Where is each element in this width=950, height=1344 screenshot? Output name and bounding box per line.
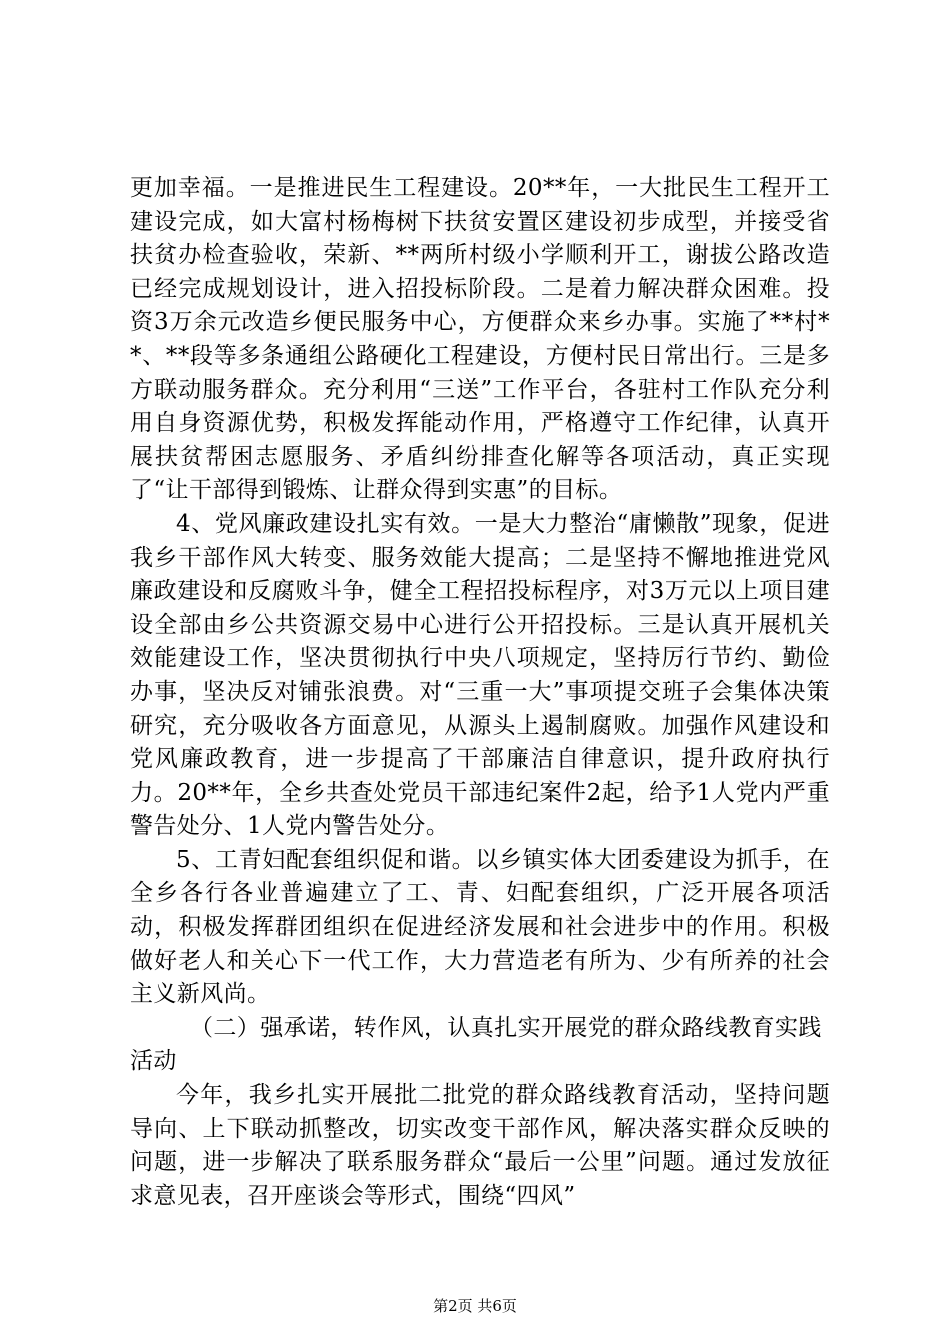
page-number-label: 第2页 共6页 bbox=[433, 1297, 517, 1315]
paragraph-continuation: 更加幸福。一是推进民生工程建设。20**年，一大批民生工程开工建设完成，如大富村杨梅树下扶贫安置区建设初步成型，并接受省扶贫办检查验收，荣新、**两所村级小学顺利开工，谢拔公路改造已经完成规划设计，进入招投标阶段。二是着力解决群众困难。投资3万余元改造乡便民服务中心，方便群众来乡办事。实施了**村**、**段等多条通组公路硬化工程建设，方便村民日常出行。三是多方联动服务群众。充分利用“三送”工作平台，各驻村工作队充分利用自身资源优势，积极发挥能动作用，严格遵守工作纪律，认真开展扶贫帮困志愿服务、矛盾纠纷排查化解等各项活动，真正实现了“让干部得到锻炼、让群众得到实惠”的目标。 bbox=[130, 175, 830, 504]
page-footer bbox=[0, 1296, 950, 1316]
paragraph-party-conduct: 4、党风廉政建设扎实有效。一是大力整治“庸懒散”现象，促进我乡干部作风大转变、服务效能大提高；二是坚持不懈地推进党风廉政建设和反腐败斗争，健全工程招投标程序，对3万元以上项目建设全部由乡公共资源交易中心进行公开招投标。三是认真开展机关效能建设工作，坚决贯彻执行中央八项规定，坚持厉行节约、勤俭办事，坚决反对铺张浪费。对“三重一大”事项提交班子会集体决策研究，充分吸收各方面意见，从源头上遏制腐败。加强作风建设和党风廉政教育，进一步提高了干部廉洁自律意识，提升政府执行力。20**年，全乡共查处党员干部违纪案件2起，给予1人党内严重警告处分、1人党内警告处分。 bbox=[130, 510, 830, 840]
section-heading: （二）强承诺，转作风，认真扎实开展党的群众路线教育实践活动 bbox=[130, 1014, 822, 1075]
paragraph-mass-organizations: 5、工青妇配套组织促和谐。以乡镇实体大团委建设为抓手，在全乡各行各业普遍建立了工、青、妇配套组织，广泛开展各项活动，积极发挥群团组织在促进经济发展和社会进步中的作用。积极做好老人和关心下一代工作，大力营造老有所为、少有所养的社会主义新风尚。 bbox=[130, 846, 830, 1008]
paragraph-mass-line-campaign: 今年，我乡扎实开展批二批党的群众路线教育活动，坚持问题导向、上下联动抓整改，切实改变干部作风，解决落实群众反映的问题，进一步解决了联系服务群众“最后一公里”问题。通过发放征求意见表，召开座谈会等形式，围绕“四风” bbox=[130, 1082, 830, 1209]
document-body bbox=[130, 172, 830, 1213]
